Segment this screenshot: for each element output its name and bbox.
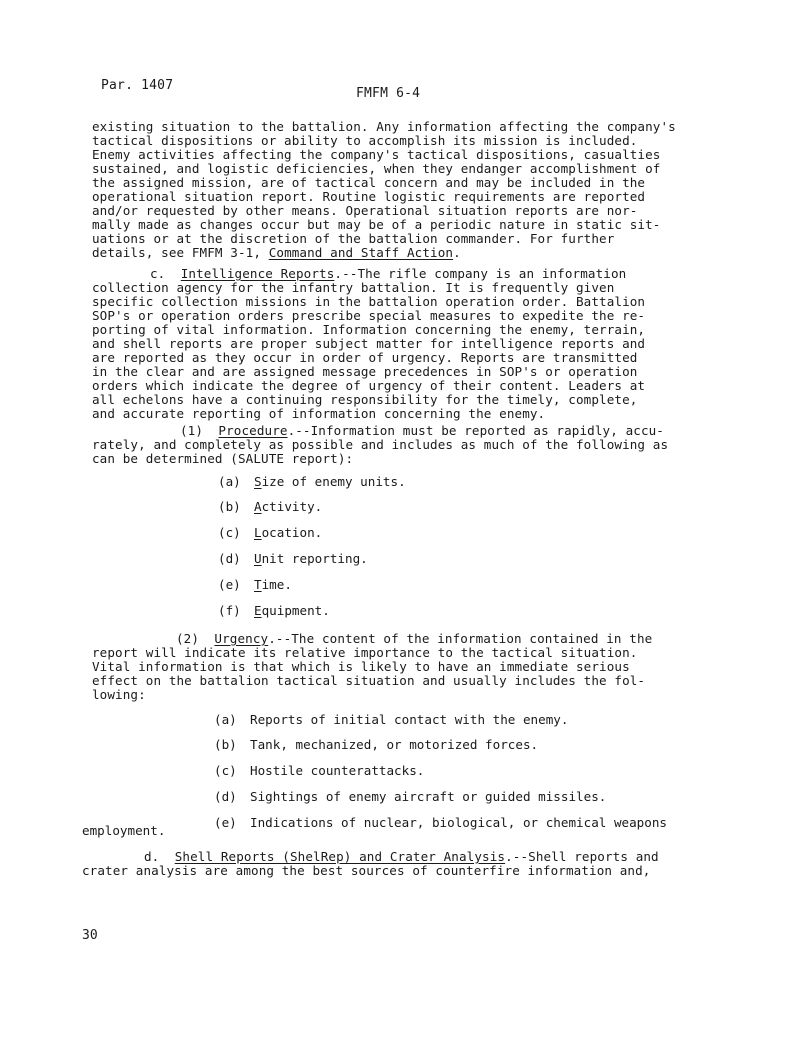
reference-title: Command and Staff Action: [268, 245, 454, 260]
urgency-item: [214, 789, 606, 804]
item-initial: T: [254, 577, 262, 592]
subsection-heading: Procedure: [218, 423, 288, 438]
continuation-paragraph: [92, 120, 702, 260]
section-c-paragraph: [92, 267, 702, 421]
text-line: report will indicate its relative importance to the tactical situation.: [92, 645, 638, 660]
item-text: ocation.: [261, 525, 323, 540]
section-label: d.: [144, 849, 160, 864]
item-text: ize of enemy units.: [261, 474, 406, 489]
page-number: 30: [82, 928, 98, 943]
item-label: (f): [218, 603, 241, 618]
text-fragment: .--Shell reports and: [505, 849, 659, 864]
item-text: ime.: [261, 577, 292, 592]
section-d-first-line: [82, 850, 692, 864]
urgency-item: [214, 737, 538, 752]
urgency-item: [214, 712, 568, 727]
salute-item: [218, 551, 368, 566]
text-line: SOP's or operation orders prescribe special measures to expedite the re-: [92, 308, 646, 323]
text-line: are reported as they occur in order of urgency. Reports are transmitted: [92, 350, 638, 365]
text-line: porting of vital information. Information concerning the enemy, terrain,: [92, 322, 646, 337]
item-label: (c): [214, 763, 237, 778]
item-text: Tank, mechanized, or motorized forces.: [250, 737, 539, 752]
item-initial: A: [254, 499, 262, 514]
text-fragment: .--The rifle company is an information: [334, 266, 627, 281]
item-label: (d): [214, 789, 237, 804]
salute-item: [218, 474, 406, 489]
text-line: the assigned mission, are of tactical concern and may be included in the: [92, 175, 646, 190]
urgency-item: [214, 763, 424, 778]
text-fragment: .: [453, 245, 461, 260]
salute-item: [218, 577, 292, 592]
item-label: (a): [214, 712, 237, 727]
text-line: mally made as changes occur but may be of a periodic nature in static sit-: [92, 217, 661, 232]
text-line: Vital information is that which is likely to have an immediate serious: [92, 659, 630, 674]
salute-item: [218, 499, 322, 514]
urgency-item: [214, 815, 667, 830]
section-d-paragraph: [82, 850, 692, 878]
text-line: specific collection missions in the battalion operation order. Battalion: [92, 294, 646, 309]
section-heading: Intelligence Reports: [180, 266, 335, 281]
item-label: (c): [218, 525, 241, 540]
item-label: (b): [214, 737, 237, 752]
item-text: Hostile counterattacks.: [250, 763, 425, 778]
item-label: (d): [218, 551, 241, 566]
manual-title: FMFM 6-4: [356, 86, 421, 101]
section-heading: Shell Reports (ShelRep) and Crater Analysis: [174, 849, 506, 864]
text-line: in the clear and are assigned message precedences in SOP's or operation: [92, 364, 638, 379]
salute-item: [218, 603, 330, 618]
text-line: sustained, and logistic deficiencies, when they endanger accomplishment of: [92, 161, 661, 176]
item-initial: S: [254, 474, 262, 489]
text-line: effect on the battalion tactical situation and usually includes the fol-: [92, 673, 646, 688]
text-fragment: .--Information must be reported as rapidly, accu-: [287, 423, 664, 438]
item-text: Indications of nuclear, biological, or chemical weapons: [250, 815, 668, 830]
text-line: Enemy activities affecting the company's tactical dispositions, casualties: [92, 147, 661, 162]
item-initial: L: [254, 525, 262, 540]
text-line: and shell reports are proper subject matter for intelligence reports and: [92, 336, 646, 351]
text-line: existing situation to the battalion. Any information affecting the company's: [92, 119, 676, 134]
urgency-item-wrap: employment.: [82, 823, 166, 838]
text-line: and/or requested by other means. Operational situation reports are nor-: [92, 203, 638, 218]
subsection-label: (1): [180, 423, 204, 438]
subsection-label: (2): [176, 631, 200, 646]
salute-item: [218, 525, 322, 540]
text-line: operational situation report. Routine logistic requirements are reported: [92, 189, 646, 204]
text-line: all echelons have a continuing responsibility for the timely, complete,: [92, 392, 638, 407]
paragraph-reference: Par. 1407: [101, 78, 174, 93]
urgency-paragraph: [92, 632, 702, 702]
item-initial: U: [254, 551, 262, 566]
item-text: nit reporting.: [261, 551, 368, 566]
text-line: and accurate reporting of information concerning the enemy.: [92, 406, 546, 421]
item-initial: E: [254, 603, 262, 618]
text-line: [92, 246, 702, 260]
section-c-first-line: [92, 267, 702, 281]
text-fragment: .--The content of the information contained in the: [268, 631, 653, 646]
procedure-paragraph: [92, 424, 702, 466]
item-label: (b): [218, 499, 241, 514]
text-line: lowing:: [92, 687, 146, 702]
text-line: tactical dispositions or ability to accomplish its mission is included.: [92, 133, 638, 148]
item-label: (e): [214, 815, 237, 830]
item-text: quipment.: [261, 603, 330, 618]
item-label: (e): [218, 577, 241, 592]
item-text: ctivity.: [261, 499, 323, 514]
item-label: (a): [218, 474, 241, 489]
procedure-first-line: [92, 424, 702, 438]
text-fragment: details, see FMFM 3-1,: [92, 245, 269, 260]
text-line: can be determined (SALUTE report):: [92, 451, 354, 466]
section-label: c.: [150, 266, 166, 281]
text-line: rately, and completely as possible and includes as much of the following as: [92, 437, 669, 452]
text-line: orders which indicate the degree of urgency of their content. Leaders at: [92, 378, 646, 393]
subsection-heading: Urgency: [214, 631, 269, 646]
urgency-first-line: [92, 632, 702, 646]
item-text: Sightings of enemy aircraft or guided missiles.: [250, 789, 607, 804]
text-line: collection agency for the infantry battalion. It is frequently given: [92, 280, 615, 295]
item-text: Reports of initial contact with the enemy.: [250, 712, 569, 727]
text-line: crater analysis are among the best sources of counterfire information and,: [82, 863, 651, 878]
text-line: uations or at the discretion of the battalion commander. For further: [92, 231, 615, 246]
